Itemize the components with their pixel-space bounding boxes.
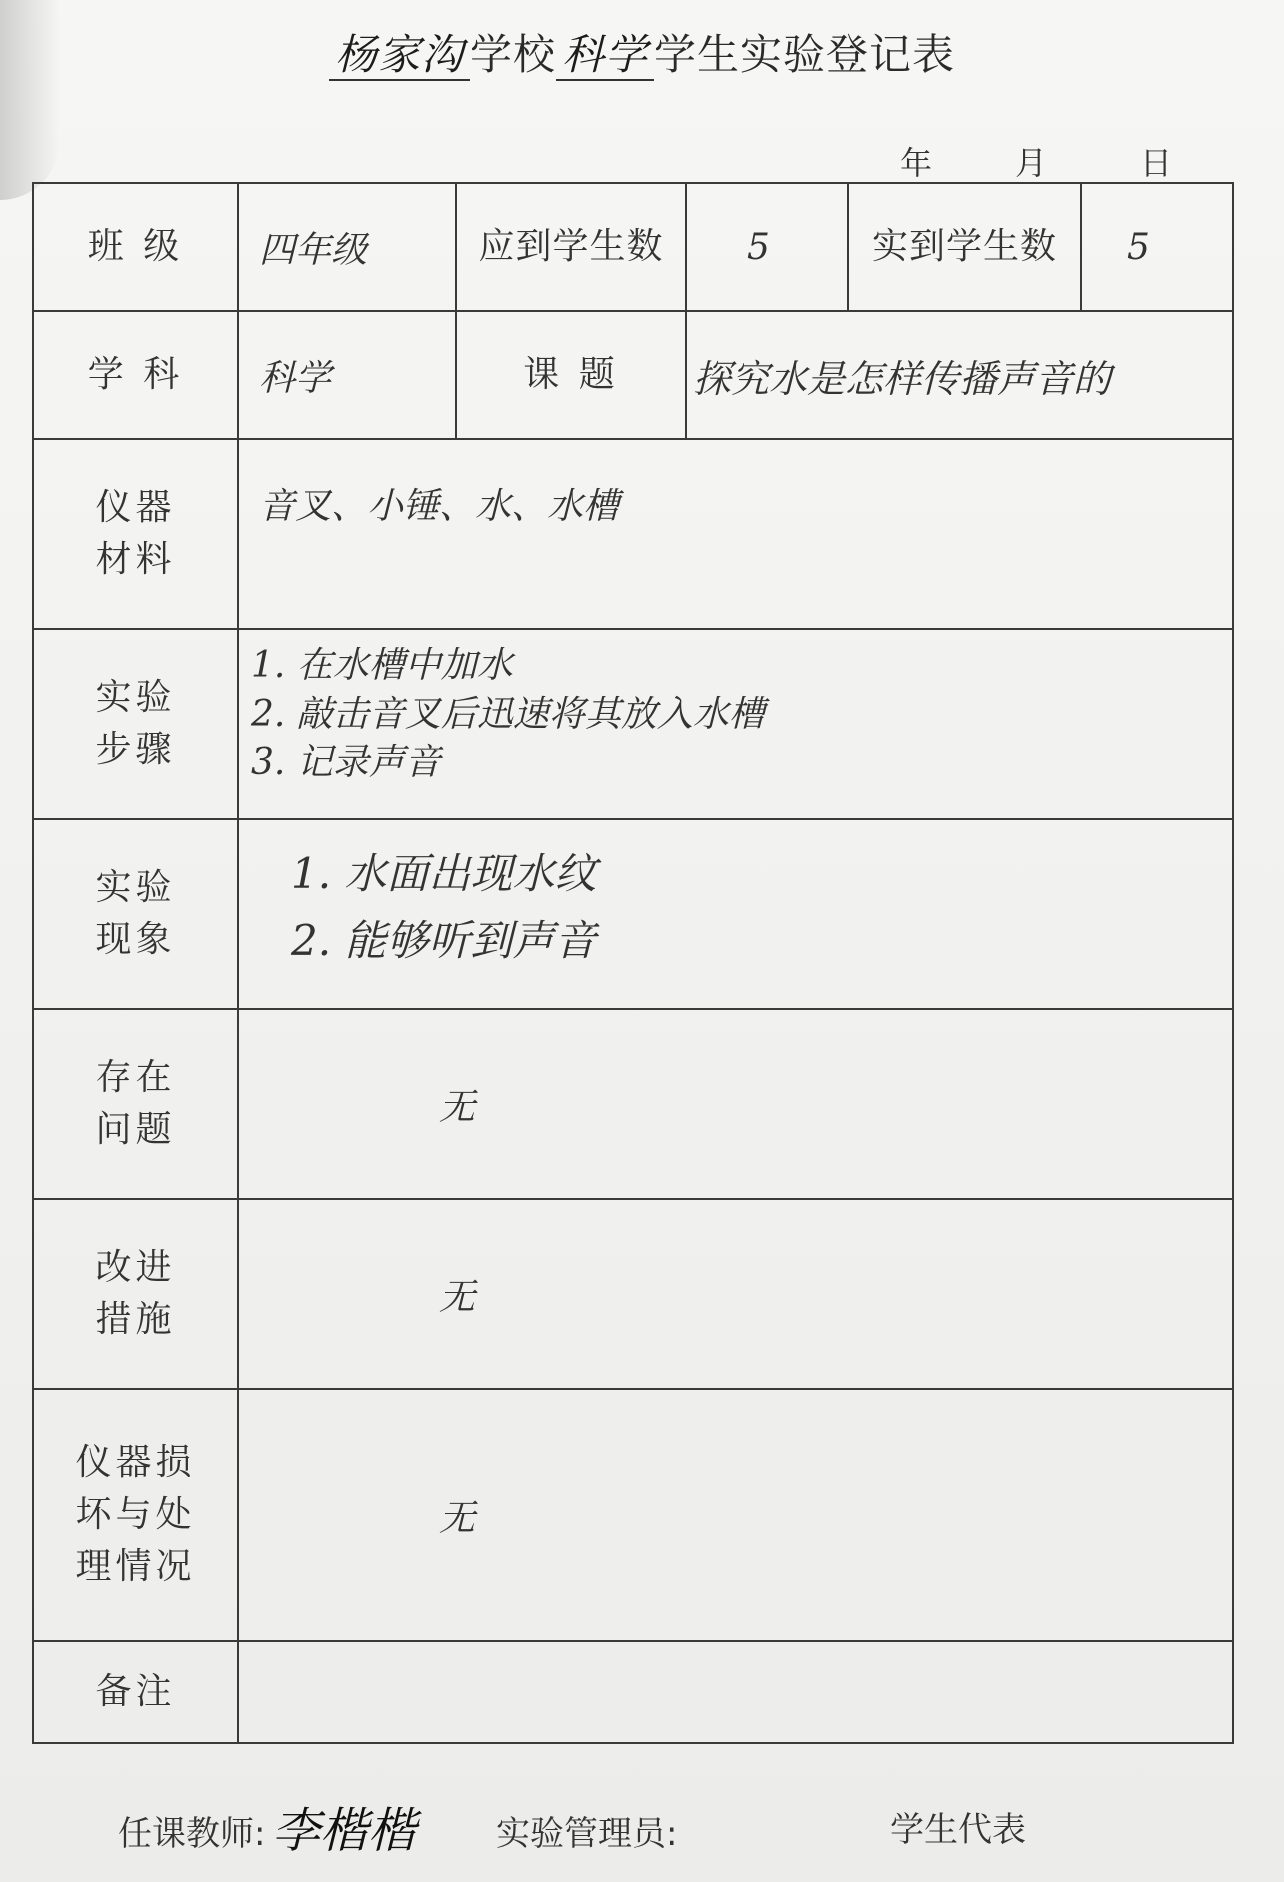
table-row [33,439,1233,629]
list-item: 3. 记录声音 [251,742,441,784]
notes-value [238,1641,1233,1743]
subject-name-handwritten: 科学 [556,30,654,81]
steps-label-line2: 步骤 [95,729,176,770]
table-row [33,1641,1233,1743]
actual-students-value: 5 [1081,183,1233,311]
steps-label-line1: 实验 [95,676,176,718]
manager-label: 实验管理员: [496,1814,678,1854]
list-item: 1. 在水槽中加水 [251,645,513,686]
damage-label-line2: 坏与处 [75,1493,196,1535]
class-label: 班 级 [33,183,238,311]
expected-students-label: 应到学生数 [456,183,686,311]
equipment-label-line2: 材料 [95,539,176,580]
expected-students-value: 5 [686,183,848,311]
problems-value: 无 [238,1009,1233,1199]
topic-label: 课 题 [456,311,686,439]
table-row [33,1199,1233,1389]
actual-students-label: 实到学生数 [848,183,1081,311]
problems-label-line2: 问题 [95,1109,176,1150]
student-rep-label: 学生代表 [890,1810,1026,1850]
date-year: 年 [900,144,933,182]
title-suffix: 学生实验登记表 [654,30,956,79]
topic-value: 探究水是怎样传播声音的 [686,311,1233,439]
improvements-label-line2: 措施 [95,1299,176,1340]
registration-table [32,182,1234,1744]
improvements-label-line1: 改进 [95,1246,176,1288]
phenomena-label [33,819,238,1009]
damage-label-line1: 仪器损 [75,1441,196,1483]
teacher-label: 任课教师: [118,1814,266,1854]
damage-value: 无 [238,1389,1233,1641]
damage-label-line3: 理情况 [75,1546,196,1588]
improvements-label [33,1199,238,1389]
steps-value [238,629,1233,819]
table-row [33,1389,1233,1641]
signature-footer [0,1798,1284,1858]
form-title [0,22,1284,82]
class-value: 四年级 [238,183,456,311]
problems-label-line1: 存在 [95,1056,176,1098]
problems-label [33,1009,238,1199]
school-suffix: 学校 [469,30,556,79]
equipment-label-line1: 仪器 [95,486,176,528]
phenomena-label-line2: 现象 [95,919,176,960]
phenomena-label-line1: 实验 [95,866,176,908]
teacher-signature: 李楷楷 [272,1803,417,1859]
date-month: 月 [1015,144,1048,182]
subject-value: 科学 [238,311,456,439]
equipment-label [33,439,238,629]
phenomena-value [238,819,1233,1009]
table-row [33,629,1233,819]
list-item: 2. 能够听到声音 [291,916,597,966]
table-row [33,1009,1233,1199]
damage-label [33,1389,238,1641]
table-row [33,819,1233,1009]
steps-label [33,629,238,819]
notes-label: 备注 [33,1641,238,1743]
list-item: 2. 敲击音叉后迅速将其放入水槽 [251,693,765,735]
list-item: 1. 水面出现水纹 [291,849,597,898]
table-row [33,311,1233,439]
improvements-value: 无 [238,1199,1233,1389]
equipment-value: 音叉、小锤、水、水槽 [238,439,1233,629]
date-day: 日 [1140,144,1173,182]
table-row [33,183,1233,311]
school-name-handwritten: 杨家沟 [329,30,470,81]
subject-label: 学 科 [33,311,238,439]
